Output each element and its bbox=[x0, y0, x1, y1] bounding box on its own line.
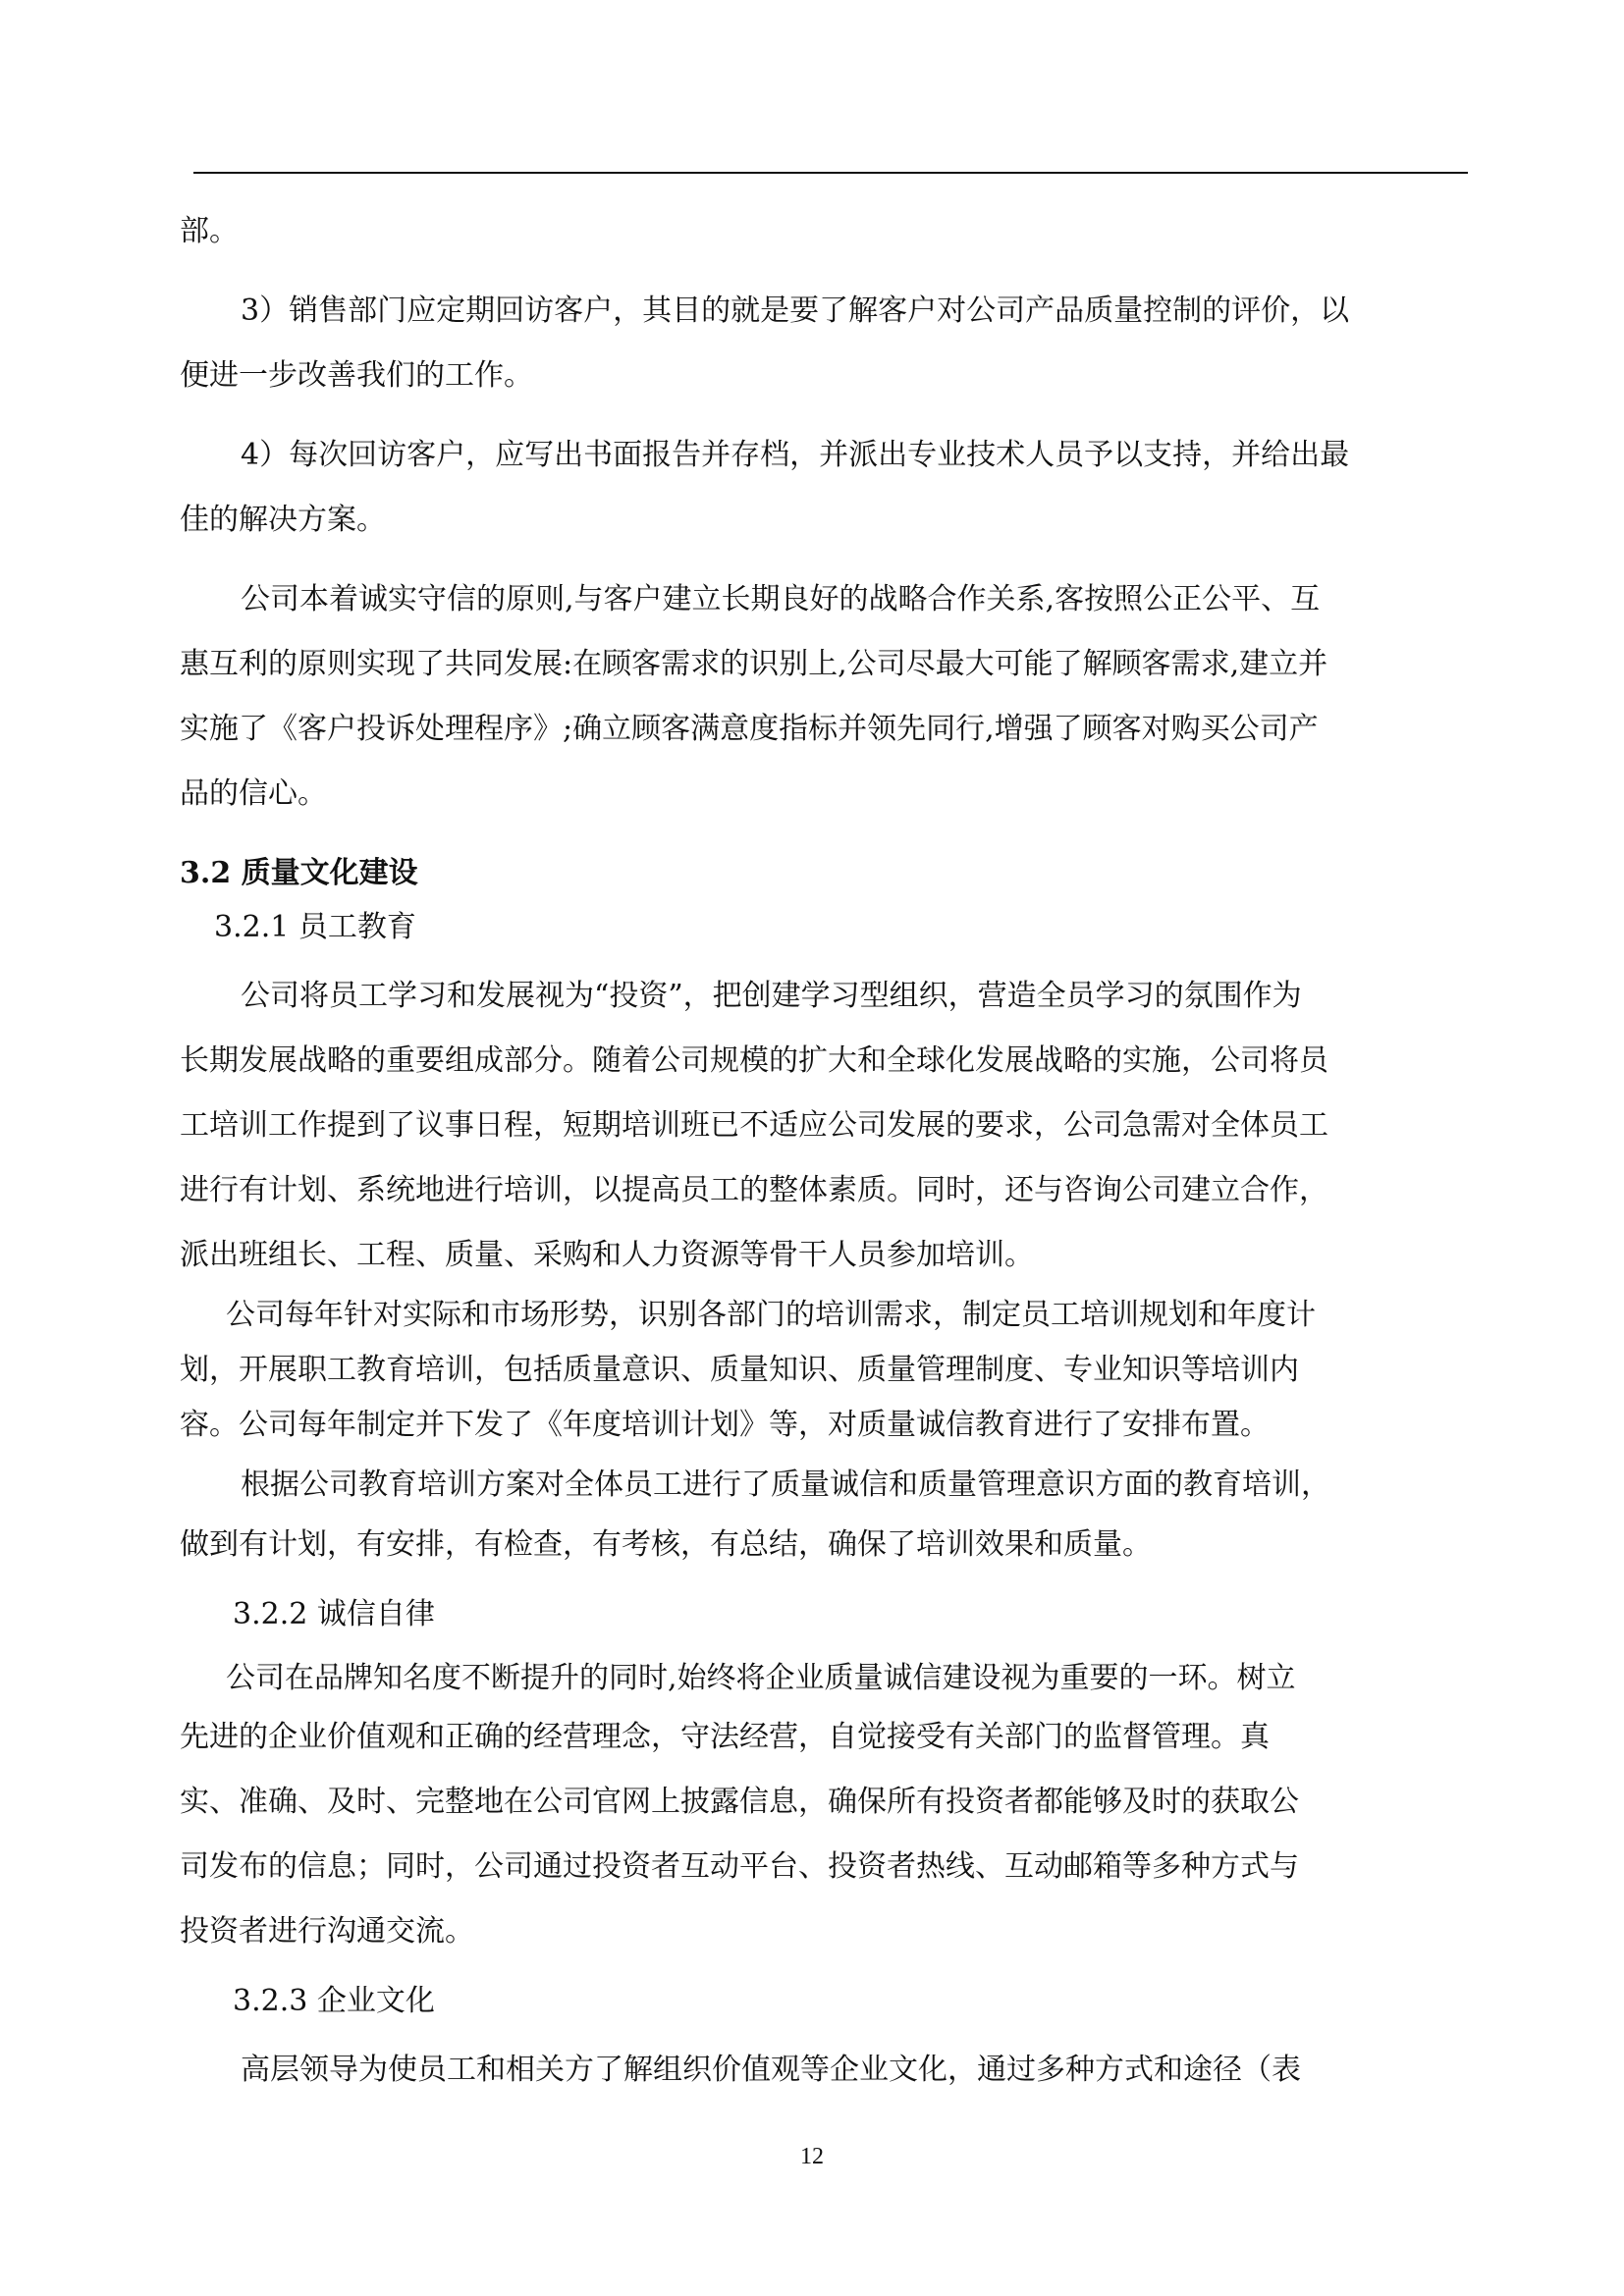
text-line: 公司本着诚实守信的原则,与客户建立长期良好的战略合作关系,客按照公正公平、互 bbox=[241, 582, 1321, 616]
text-line: 司发布的信息；同时，公司通过投资者互动平台、投资者热线、互动邮箱等多种方式与 bbox=[180, 1849, 1299, 1884]
text-line: 高层领导为使员工和相关方了解组织价值观等企业文化，通过多种方式和途径（表 bbox=[241, 2053, 1301, 2087]
text-line: 工培训工作提到了议事日程，短期培训班已不适应公司发展的要求，公司急需对全体员工 bbox=[180, 1108, 1328, 1143]
subsection-heading: 3.2.3 企业文化 bbox=[233, 1984, 435, 2018]
text-line: 惠互利的原则实现了共同发展:在顾客需求的识别上,公司尽最大可能了解顾客需求,建立并 bbox=[180, 647, 1328, 681]
text-line: 公司在品牌知名度不断提升的同时,始终将企业质量诚信建设视为重要的一环。树立 bbox=[226, 1661, 1296, 1695]
text-line: 3）销售部门应定期回访客户，其目的就是要了解客户对公司产品质量控制的评价，以 bbox=[241, 294, 1350, 328]
text-line: 长期发展战略的重要组成部分。随着公司规模的扩大和全球化发展战略的实施，公司将员 bbox=[180, 1043, 1328, 1078]
text-line: 做到有计划，有安排，有检查，有考核，有总结，确保了培训效果和质量。 bbox=[180, 1527, 1152, 1562]
text-line: 实、准确、及时、完整地在公司官网上披露信息，确保所有投资者都能够及时的获取公 bbox=[180, 1785, 1299, 1819]
text-line: 部。 bbox=[180, 214, 239, 248]
text-line: 公司每年针对实际和市场形势，识别各部门的培训需求，制定员工培训规划和年度计 bbox=[226, 1298, 1316, 1332]
text-line: 实施了《客户投诉处理程序》;确立顾客满意度指标并领先同行,增强了顾客对购买公司产 bbox=[180, 712, 1319, 746]
text-line: 投资者进行沟通交流。 bbox=[180, 1914, 474, 1949]
text-line: 佳的解决方案。 bbox=[180, 503, 386, 537]
text-line: 便进一步改善我们的工作。 bbox=[180, 358, 533, 393]
text-line: 划，开展职工教育培训，包括质量意识、质量知识、质量管理制度、专业知识等培训内 bbox=[180, 1353, 1299, 1387]
text-line: 公司将员工学习和发展视为“投资”，把创建学习型组织，营造全员学习的氛围作为 bbox=[241, 979, 1302, 1013]
text-line: 容。公司每年制定并下发了《年度培训计划》等，对质量诚信教育进行了安排布置。 bbox=[180, 1408, 1270, 1442]
subsection-heading: 3.2.2 诚信自律 bbox=[233, 1597, 435, 1631]
header-rule bbox=[193, 172, 1468, 174]
text-line: 品的信心。 bbox=[180, 776, 327, 811]
text-line: 4）每次回访客户，应写出书面报告并存档，并派出专业技术人员予以支持，并给出最 bbox=[241, 438, 1350, 472]
page-number: 12 bbox=[800, 2144, 824, 2169]
text-line: 进行有计划、系统地进行培训，以提高员工的整体素质。同时，还与咨询公司建立合作， bbox=[180, 1173, 1328, 1207]
text-line: 根据公司教育培训方案对全体员工进行了质量诚信和质量管理意识方面的教育培训， bbox=[241, 1468, 1330, 1502]
text-line: 先进的企业价值观和正确的经营理念，守法经营，自觉接受有关部门的监督管理。真 bbox=[180, 1720, 1270, 1754]
section-heading: 3.2 质量文化建设 bbox=[180, 856, 418, 890]
subsection-heading: 3.2.1 员工教育 bbox=[214, 910, 416, 944]
text-line: 派出班组长、工程、质量、采购和人力资源等骨干人员参加培训。 bbox=[180, 1238, 1034, 1272]
